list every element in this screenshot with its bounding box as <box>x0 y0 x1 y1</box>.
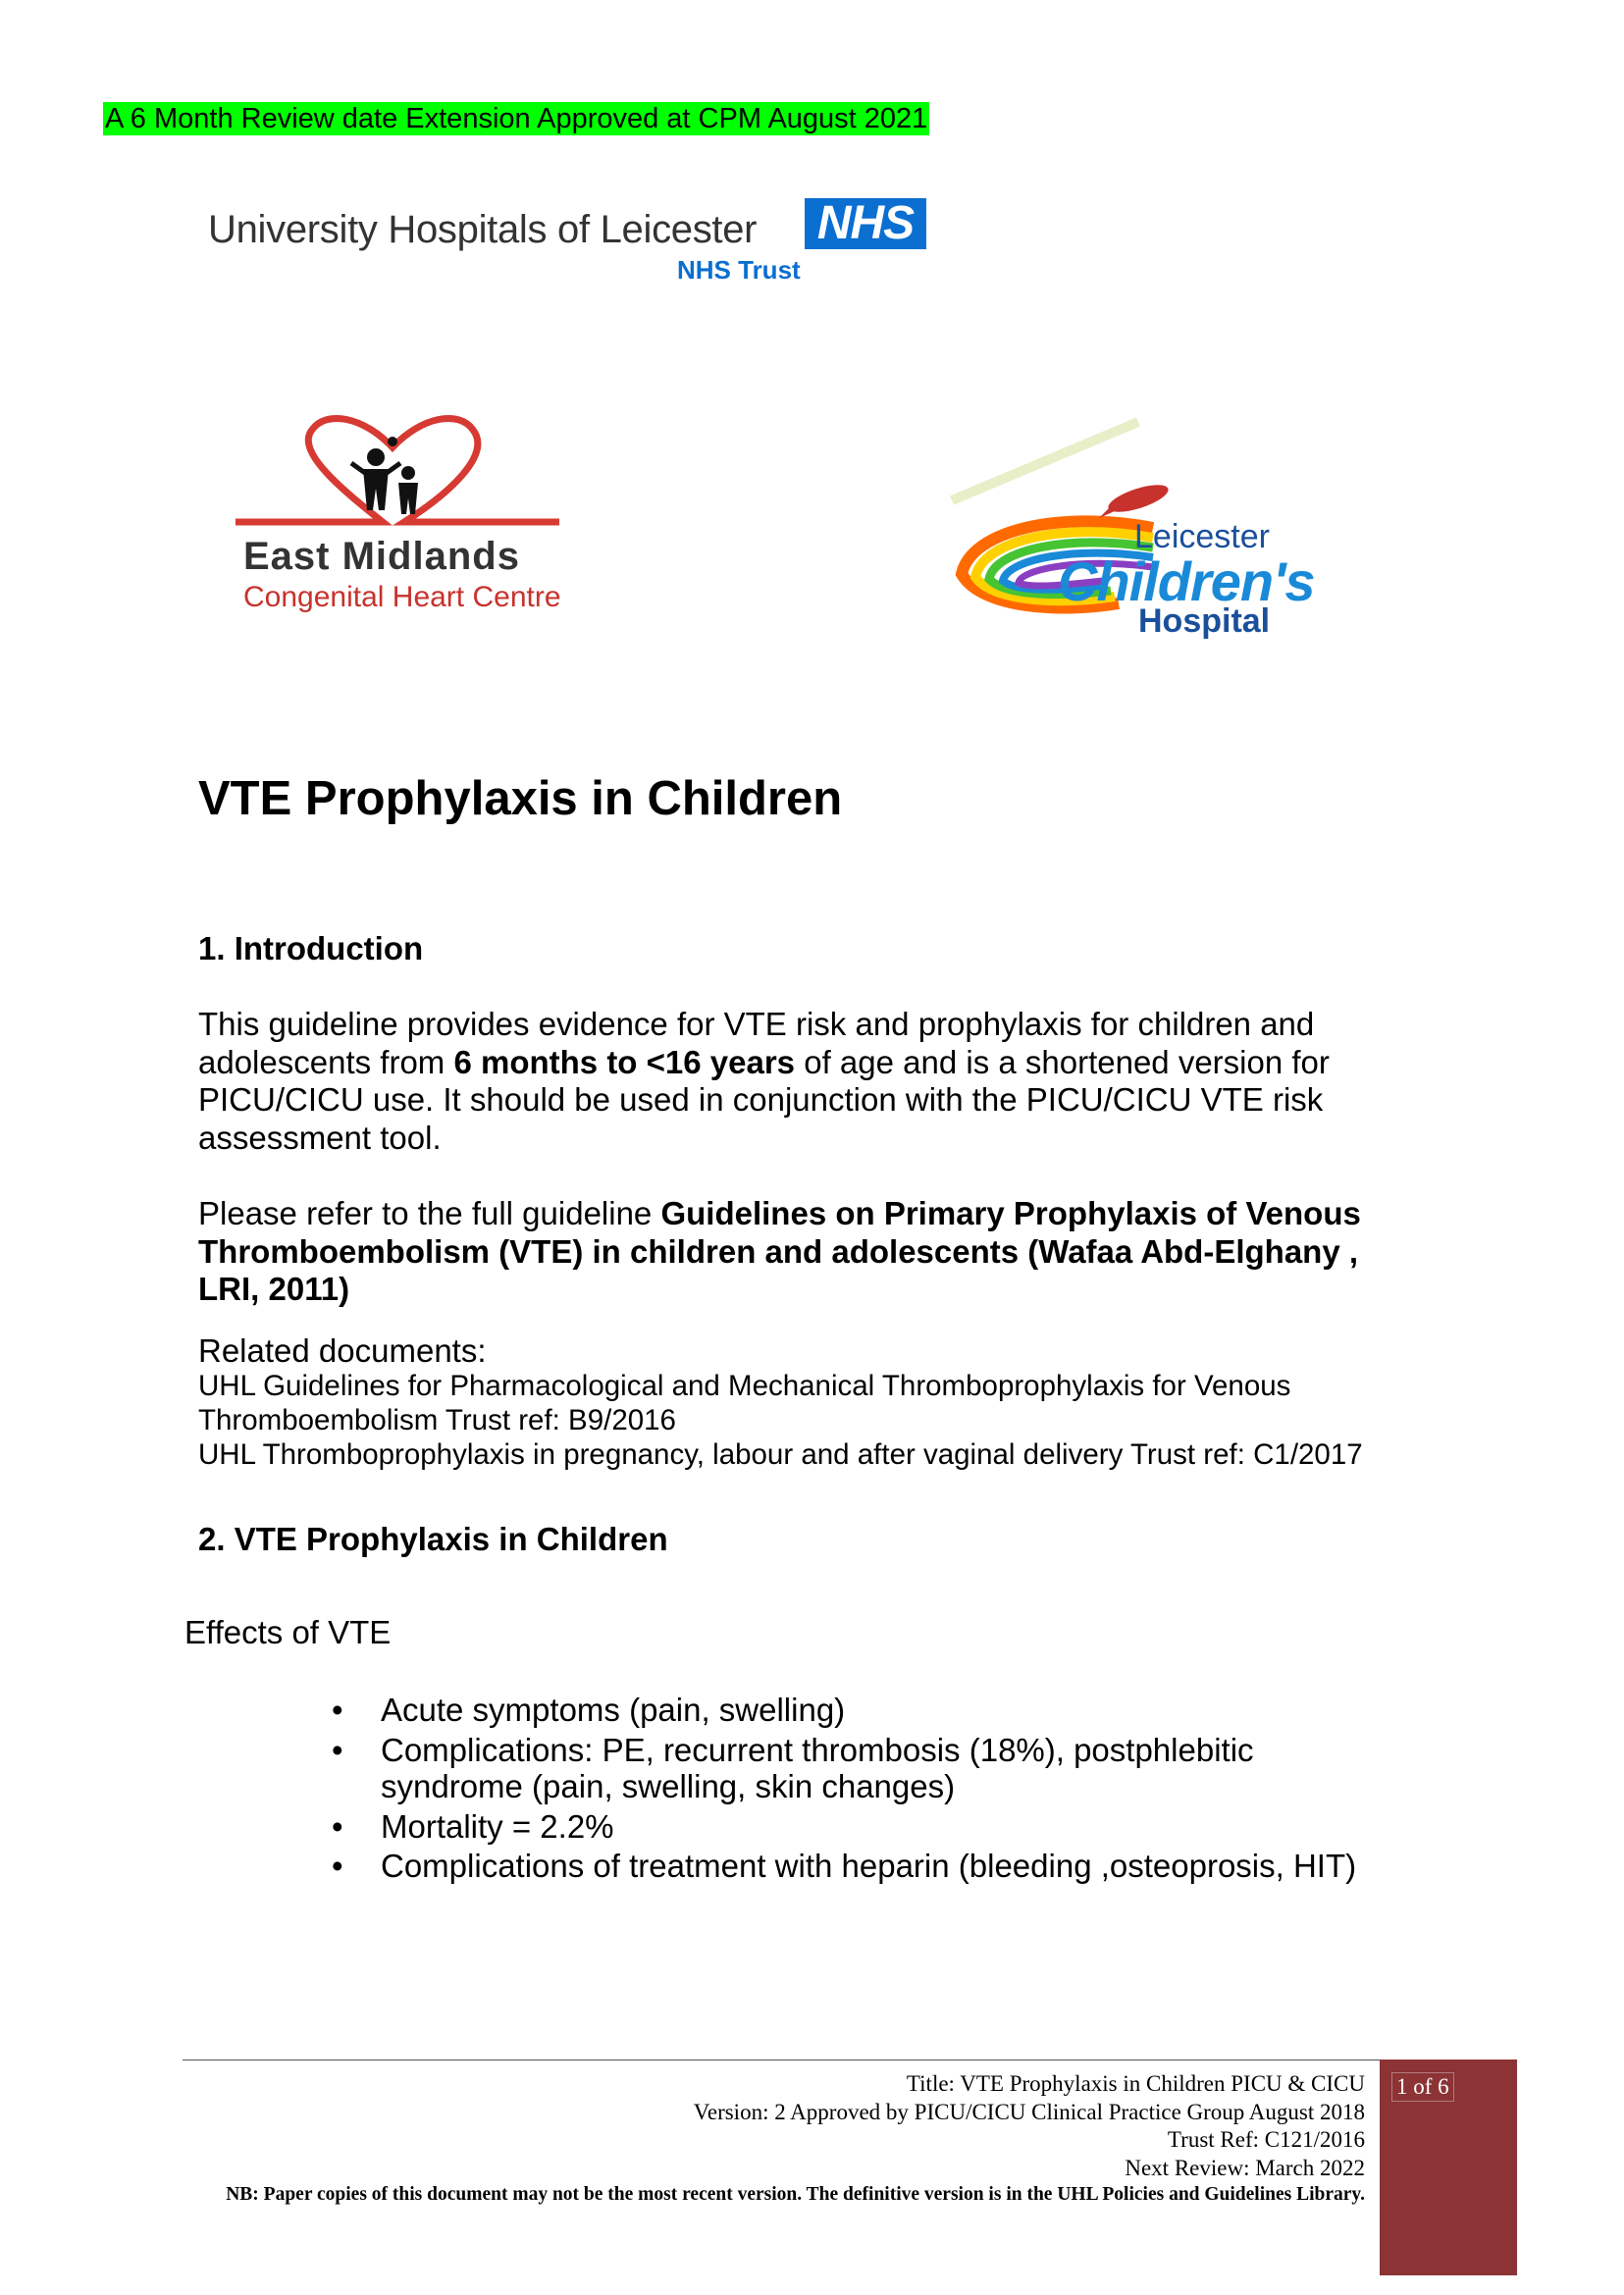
footer-next-review: Next Review: March 2022 <box>1125 2155 1365 2180</box>
emchc-subtitle: Congenital Heart Centre <box>243 581 561 613</box>
list-item: • Mortality = 2.2% <box>332 1807 614 1845</box>
section-2-heading: 2. VTE Prophylaxis in Children <box>198 1521 668 1557</box>
footer-nb-note: NB: Paper copies of this document may not be the most recent version. The definitive version is in the UHL Policies and Guidelines Library. <box>226 2184 1365 2205</box>
intro-age-range: 6 months to <16 years <box>453 1043 796 1080</box>
list-item: • Complications: PE, recurrent thrombosis (18%), postphlebitic syndrome (pain, swelling, skin changes) <box>332 1731 1254 1804</box>
list-item: • Complications of treatment with heparin (bleeding ,osteoprosis, HIT) <box>332 1848 1357 1884</box>
related-documents-label: Related documents: <box>198 1332 487 1369</box>
leicester-childrens-hospital-logo <box>942 412 1315 640</box>
heart-family-icon <box>236 412 569 540</box>
uhl-logo <box>208 194 934 292</box>
full-guideline-reference: Guidelines on Primary Prophylaxis of Venous Thromboembolism (VTE) in children and adolescents (Wafaa Abd-Elghany , LRI, 2011) <box>198 1195 1361 1307</box>
intro-text-end: of age and is a shortened version for PICU/CICU use. It should be used in conjunction with the PICU/CICU VTE risk assessment tool. <box>198 1043 1330 1156</box>
lch-line-2: Children's <box>1058 550 1315 612</box>
section-1-heading: 1. Introduction <box>198 930 424 966</box>
east-midlands-logo <box>236 412 569 618</box>
effects-of-vte-label: Effects of VTE <box>184 1614 392 1650</box>
footer-title: Title: VTE Prophylaxis in Children PICU & CICU <box>906 2071 1365 2096</box>
lch-line-3: Hospital <box>1138 602 1271 640</box>
page-number: 1 of 6 <box>1391 2072 1454 2102</box>
footer-trust-ref: Trust Ref: C121/2016 <box>1167 2127 1365 2152</box>
bullet-icon: • <box>332 1848 343 1884</box>
footer-version: Version: 2 Approved by PICU/CICU Clinical Practice Group August 2018 <box>693 2099 1365 2124</box>
nhs-mark: NHS <box>805 198 926 249</box>
list-item: • Acute symptoms (pain, swelling) <box>332 1692 846 1728</box>
review-extension-banner: A 6 Month Review date Extension Approved at CPM August 2021 <box>105 103 928 134</box>
bullet-icon: • <box>332 1731 343 1768</box>
emchc-title: East Midlands <box>243 535 520 578</box>
related-documents-list <box>198 1369 1493 1472</box>
refer-paragraph <box>198 1195 1425 1309</box>
refer-text: Please refer to the full guideline <box>198 1195 661 1231</box>
introduction-paragraph <box>198 1006 1425 1157</box>
nhs-trust-label: NHS Trust <box>677 255 801 285</box>
uhl-name: University Hospitals of Leicester <box>208 208 758 251</box>
related-document-item: UHL Thromboprophylaxis in pregnancy, labour and after vaginal delivery Trust ref: C1/2017 <box>198 1438 1363 1471</box>
lch-line-1: Leicester <box>1134 518 1270 555</box>
document-title: VTE Prophylaxis in Children <box>198 772 843 825</box>
bullet-icon: • <box>332 1692 343 1728</box>
footer-info <box>183 2070 1365 2208</box>
bullet-icon: • <box>332 1807 343 1845</box>
intro-text-start: This guideline provides evidence for VTE risk and prophylaxis for children and adolescents from <box>198 1006 1315 1080</box>
effects-list <box>324 1692 1403 1888</box>
related-document-item: UHL Guidelines for Pharmacological and Mechanical Thromboprophylaxis for Venous Thromboembolism Trust ref: B9/2016 <box>198 1370 1291 1436</box>
